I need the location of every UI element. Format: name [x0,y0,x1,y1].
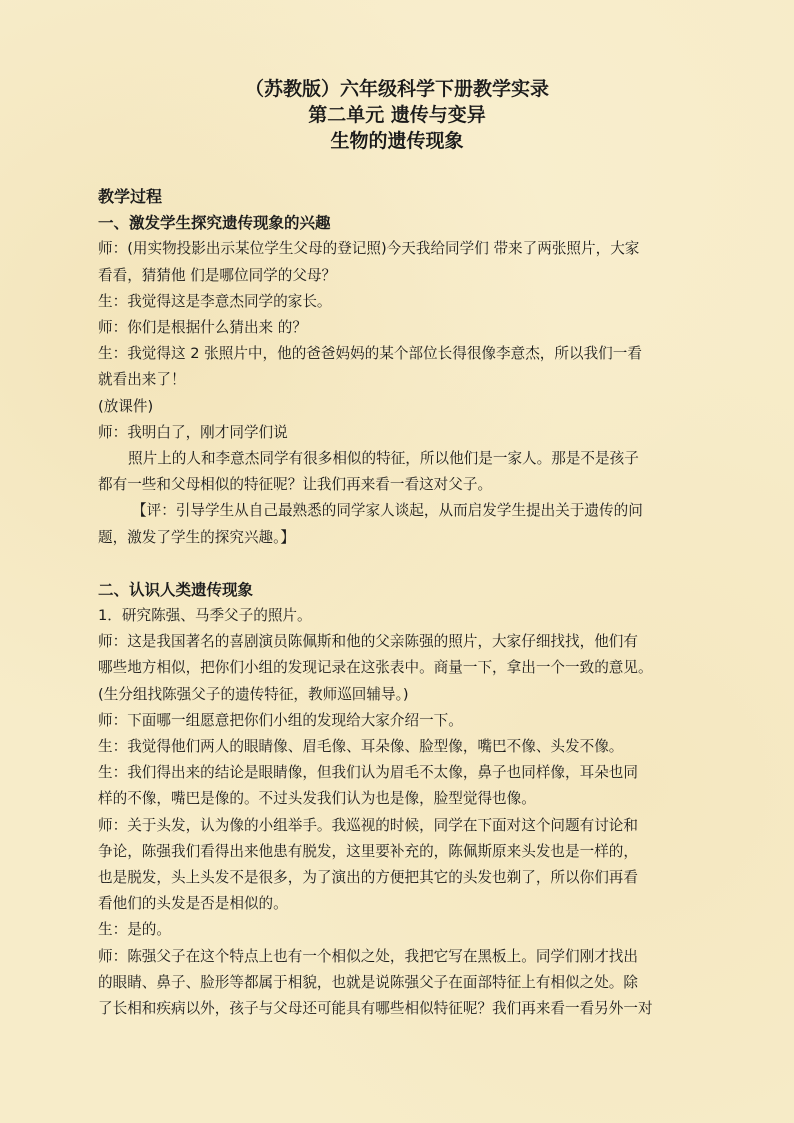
paragraph-line: 就看出来了！ [98,371,186,389]
document-body [98,184,698,1022]
paragraph-line: (放课件) [98,397,154,415]
paragraph-line: 看他们的头发是否是相似的。 [98,895,288,913]
paragraph-line: 生：我觉得这是李意杰同学的家长。 [98,292,332,310]
paragraph-line: 都有一些和父母相似的特征呢？让我们再来看一看这对父子。 [98,476,493,494]
paragraph-line: 哪些地方相似，把你们小组的发现记录在这张表中。商量一下，拿出一个一致的意见。 [98,659,653,677]
comment-line: 【评：引导学生从自己最熟悉的同学家人谈起，从而启发学生提出关于遗传的问 [132,502,643,520]
paragraph-line: 师：(用实物投影出示某位学生父母的登记照)今天我给同学们 带来了两张照片，大家 [98,240,640,258]
paragraph-line: 师：我明白了，刚才同学们说 [98,423,288,441]
paragraph-line: 师：关于头发，认为像的小组举手。我巡视的时候，同学在下面对这个问题有讨论和 [98,816,638,834]
section-heading-main: 教学过程 [98,187,163,206]
section-heading-2: 二、认识人类遗传现象 [98,579,254,599]
paragraph-line: 照片上的人和李意杰同学有很多相似的特征，所以他们是一家人。那是不是孩子 [128,450,639,468]
document-title: （苏教版）六年级科学下册教学实录 [244,78,549,100]
paragraph-line: 样的不像，嘴巴是像的。不过头发我们认为也是像，脸型觉得也像。 [98,790,536,808]
title-block [0,76,794,154]
paragraph-line: 生：我们得出来的结论是眼睛像，但我们认为眉毛不太像，鼻子也同样像，耳朵也同 [98,764,638,782]
paragraph-line: 师：下面哪一组愿意把你们小组的发现给大家介绍一下。 [98,711,463,729]
paragraph-line: 生：我觉得他们两人的眼睛像、眉毛像、耳朵像、脸型像，嘴巴不像、头发不像。 [98,738,624,756]
paragraph-line: 争论，陈强我们看得出来他患有脱发，这里要补充的，陈佩斯原来头发也是一样的， [98,842,638,860]
paragraph-line: 师：这是我国著名的喜剧演员陈佩斯和他的父亲陈强的照片，大家仔细找找，他们有 [98,633,638,651]
paragraph-line: (生分组找陈强父子的遗传特征，教师巡回辅导。) [98,685,409,703]
paragraph-line: 生：我觉得这 2 张照片中，他的爸爸妈妈的某个部位长得很像李意杰，所以我们一看 [98,345,642,363]
paragraph-line: 生：是的。 [98,921,171,939]
lesson-title: 生物的遗传现象 [330,130,464,152]
paragraph-line: 看看，猜猜他 们是哪位同学的父母？ [98,266,337,284]
paragraph-line: 师：你们是根据什么猜出来 的？ [98,319,307,337]
paragraph-line: 师：陈强父子在这个特点上也有一个相似之处，我把它写在黑板上。同学们刚才找出 [98,947,638,965]
paragraph-line: 1．研究陈强、马季父子的照片。 [98,607,312,625]
paragraph-line: 也是脱发，头上头发不是很多，为了演出的方便把其它的头发也剃了，所以你们再看 [98,869,638,887]
comment-line: 题，激发了学生的探究兴趣。】 [98,528,296,546]
spacer [98,551,698,577]
unit-title: 第二单元 遗传与变异 [308,104,486,126]
paragraph-line: 的眼睛、鼻子、脸形等都属于相貌，也就是说陈强父子在面部特征上有相似之处。除 [98,973,638,991]
paragraph-line: 了长相和疾病以外，孩子与父母还可能具有哪些相似特征呢？我们再来看一看另外一对 [98,1000,653,1018]
section-heading-1: 一、激发学生探究遗传现象的兴趣 [98,213,331,233]
